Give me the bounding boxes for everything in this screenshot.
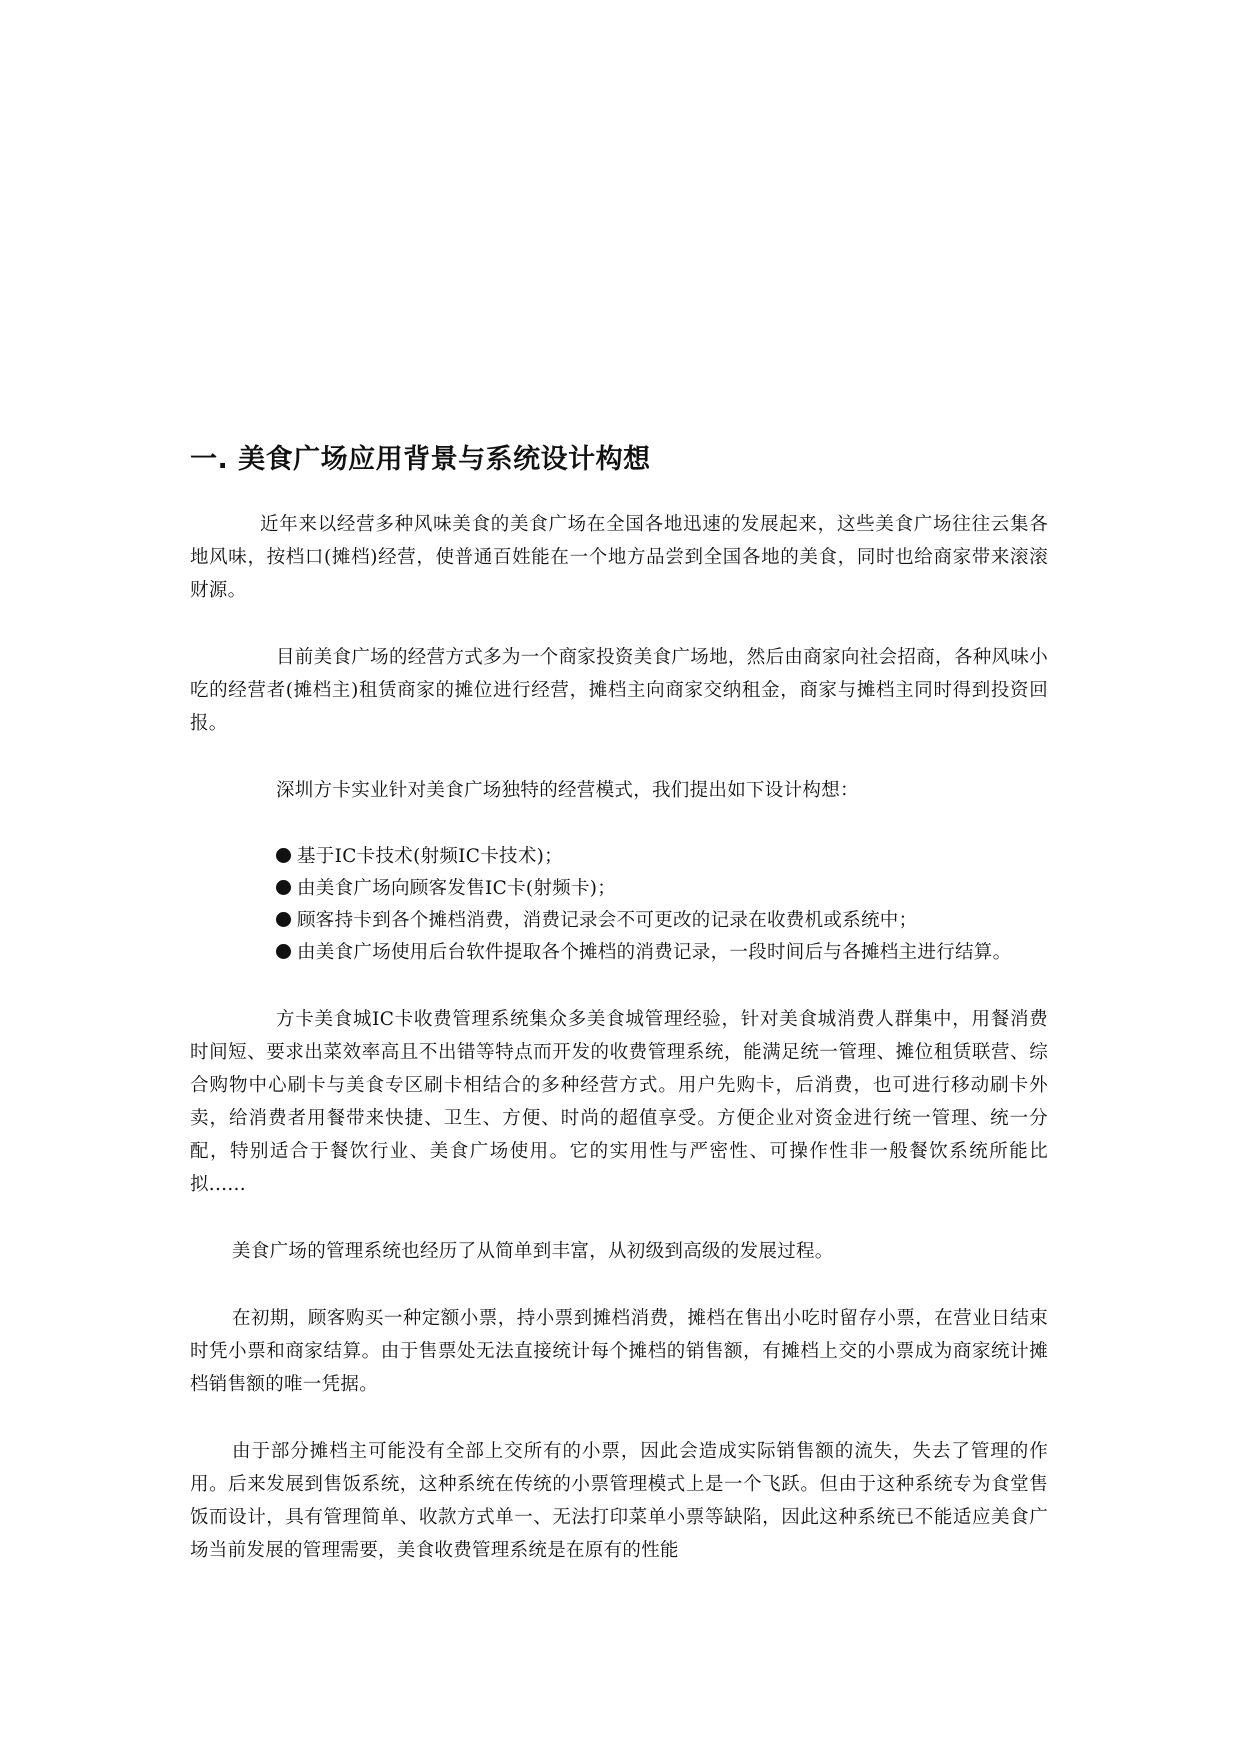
paragraph-gap [190, 1268, 1048, 1302]
paragraph-gap [190, 807, 1048, 841]
bullet-text: 基于IC卡技术(射频IC卡技术)； [297, 846, 563, 867]
paragraph-later-stage: 由于部分摊档主可能没有全部上交所有的小票，因此会造成实际销售额的流失，失去了管理的作用。后来发展到售饭系统，这种系统在传统的小票管理模式上是一个飞跃。但由于这种系统专为食堂售饭而设计，具有管理简单、收款方式单一、无法打印菜单小票等缺陷，因此这种系统已不能适应美食广场当前发展的管理需要，美食收费管理系统是在原有的性能 [190, 1441, 1048, 1561]
paragraph-early-stage: 在初期，顾客购买一种定额小票，持小票到摊档消费，摊档在售出小吃时留存小票，在营业日结束时凭小票和商家结算。由于售票处无法直接统计每个摊档的销售额，有摊档上交的小票成为商家统计摊档销售额的唯一凭据。 [190, 1308, 1048, 1395]
bullet-text: 由美食广场使用后台软件提取各个摊档的消费记录，一段时间后与各摊档主进行结算。 [297, 942, 1012, 963]
bullet-text: 由美食广场向顾客发售IC卡(射频卡)； [297, 878, 617, 899]
bullet-text: 顾客持卡到各个摊档消费，消费记录会不可更改的记录在收费机或系统中； [297, 910, 918, 931]
document-page [190, 440, 1048, 1567]
bullet-dot-icon [276, 848, 291, 863]
bullet-item [190, 937, 1048, 969]
paragraph-business-model: 目前美食广场的经营方式多为一个商家投资美食广场地，然后由商家向社会招商，各种风味小吃的经营者(摊档主)租赁商家的摊位进行经营，摊档主向商家交纳租金，商家与摊档主同时得到投资回报。 [190, 647, 1048, 734]
paragraph-system-overview: 方卡美食城IC卡收费管理系统集众多美食城管理经验，针对美食城消费人群集中，用餐消费时间短、要求出菜效率高且不出错等特点而开发的收费管理系统，能满足统一管理、摊位租赁联营、综合购物中心刷卡与美食专区刷卡相结合的多种经营方式。用户先购卡，后消费，也可进行移动刷卡外卖，给消费者用餐带来快捷、卫生、方便、时尚的超值享受。方便企业对资金进行统一管理、统一分配，特别适合于餐饮行业、美食广场使用。它的实用性与严密性、可操作性非一般餐饮系统所能比拟...... [190, 1009, 1048, 1195]
paragraph-gap [190, 1201, 1048, 1235]
bullet-dot-icon [276, 880, 291, 895]
section-heading: 一. 美食广场应用背景与系统设计构想 [190, 444, 651, 475]
paragraph-background: 近年来以经营多种风味美食的美食广场在全国各地迅速的发展起来，这些美食广场往往云集各地风味，按档口(摊档)经营，使普通百姓能在一个地方品尝到全国各地的美食，同时也给商家带来滚滚财源。 [190, 514, 1048, 601]
bullet-dot-icon [276, 912, 291, 927]
bullet-item [190, 841, 1048, 873]
bullet-item [190, 905, 1048, 937]
design-bullet-list [190, 841, 1048, 969]
paragraph-gap [190, 740, 1048, 774]
bullet-dot-icon [276, 944, 291, 959]
paragraph-gap [190, 607, 1048, 641]
paragraph-gap [190, 969, 1048, 1003]
paragraph-gap [190, 1401, 1048, 1435]
bullet-item [190, 873, 1048, 905]
paragraph-design-intro: 深圳方卡实业针对美食广场独特的经营模式，我们提出如下设计构想： [276, 780, 859, 801]
paragraph-evolution: 美食广场的管理系统也经历了从简单到丰富，从初级到高级的发展过程。 [232, 1241, 834, 1262]
